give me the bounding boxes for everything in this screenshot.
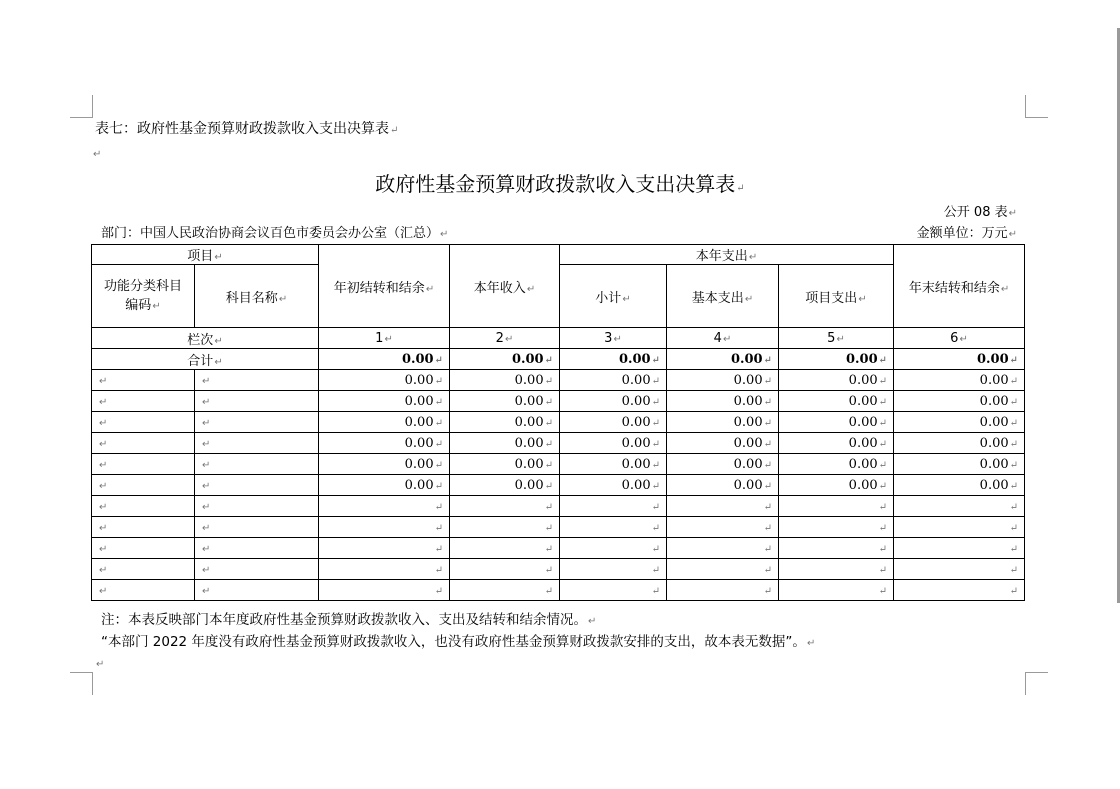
empty-cell: ↵	[894, 580, 1025, 601]
total-cell: 0.00↵	[319, 349, 450, 370]
index-label: 栏次↵	[92, 328, 319, 349]
header-expense: 本年支出↵	[560, 245, 894, 265]
crop-mark-top-left	[70, 95, 93, 118]
empty-cell: ↵	[319, 517, 450, 538]
total-cell: 0.00↵	[894, 349, 1025, 370]
index-cell: 1↵	[319, 328, 450, 349]
value-cell: 0.00↵	[560, 454, 667, 475]
total-cell: 0.00↵	[450, 349, 560, 370]
total-row	[92, 349, 1025, 370]
empty-cell: ↵	[894, 538, 1025, 559]
index-row	[92, 328, 1025, 349]
public-table-number: 公开 08 表↵	[943, 205, 1017, 220]
empty-cell: ↵	[894, 517, 1025, 538]
empty-cell: ↵	[450, 538, 560, 559]
header-end-balance: 年末结转和结余↵	[894, 245, 1025, 328]
empty-cell: ↵	[560, 496, 667, 517]
value-cell: 0.00↵	[319, 475, 450, 496]
value-cell: 0.00↵	[894, 391, 1025, 412]
empty-cell: ↵	[319, 496, 450, 517]
empty-cell: ↵	[779, 580, 894, 601]
name-cell: ↵	[195, 433, 319, 454]
crop-mark-bottom-right	[1025, 672, 1048, 695]
value-cell: 0.00↵	[779, 433, 894, 454]
name-cell: ↵	[195, 475, 319, 496]
header-income: 本年收入↵	[450, 245, 560, 328]
table-row	[92, 454, 1025, 475]
value-cell: 0.00↵	[319, 412, 450, 433]
code-cell: ↵	[92, 370, 195, 391]
value-cell: 0.00↵	[779, 454, 894, 475]
index-cell: 3↵	[560, 328, 667, 349]
empty-cell: ↵	[667, 517, 779, 538]
code-cell: ↵	[92, 475, 195, 496]
value-cell: 0.00↵	[560, 391, 667, 412]
value-cell: 0.00↵	[560, 370, 667, 391]
empty-cell: ↵	[560, 517, 667, 538]
value-cell: 0.00↵	[894, 433, 1025, 454]
empty-cell: ↵	[667, 559, 779, 580]
empty-row	[92, 538, 1025, 559]
value-cell: 0.00↵	[560, 433, 667, 454]
budget-table	[91, 244, 1025, 601]
value-cell: 0.00↵	[779, 370, 894, 391]
empty-cell: ↵	[667, 580, 779, 601]
empty-cell: ↵	[894, 496, 1025, 517]
header-name: 科目名称↵	[195, 265, 319, 328]
report-title: 政府性基金预算财政拨款收入支出决算表↵	[375, 172, 745, 196]
header-subtotal: 小计↵	[560, 265, 667, 328]
header-item: 项目↵	[92, 245, 319, 265]
value-cell: 0.00↵	[667, 412, 779, 433]
name-cell: ↵	[195, 412, 319, 433]
table-caption: 表七：政府性基金预算财政拨款收入支出决算表↵	[95, 121, 399, 137]
note-line-1: 注：本表反映部门本年度政府性基金预算财政拨款收入、支出及结转和结余情况。↵	[101, 612, 597, 628]
value-cell: 0.00↵	[450, 391, 560, 412]
empty-cell: ↵	[319, 580, 450, 601]
crop-mark-bottom-left	[70, 672, 93, 695]
empty-cell: ↵	[779, 559, 894, 580]
index-cell: 5↵	[779, 328, 894, 349]
empty-cell: ↵	[319, 559, 450, 580]
value-cell: 0.00↵	[560, 475, 667, 496]
empty-cell: ↵	[779, 517, 894, 538]
value-cell: 0.00↵	[450, 454, 560, 475]
name-cell: ↵	[195, 454, 319, 475]
empty-cell: ↵	[450, 517, 560, 538]
header-begin-balance: 年初结转和结余↵	[319, 245, 450, 328]
name-cell: ↵	[195, 370, 319, 391]
department-label: 部门：中国人民政治协商会议百色市委员会办公室（汇总）↵	[101, 226, 449, 241]
code-cell: ↵	[92, 433, 195, 454]
code-cell: ↵	[92, 454, 195, 475]
value-cell: 0.00↵	[667, 370, 779, 391]
name-cell: ↵	[195, 391, 319, 412]
value-cell: 0.00↵	[779, 391, 894, 412]
empty-cell: ↵	[667, 538, 779, 559]
code-cell: ↵	[92, 517, 195, 538]
code-cell: ↵	[92, 559, 195, 580]
value-cell: 0.00↵	[667, 391, 779, 412]
empty-cell: ↵	[560, 559, 667, 580]
value-cell: 0.00↵	[319, 433, 450, 454]
code-cell: ↵	[92, 496, 195, 517]
empty-cell: ↵	[450, 496, 560, 517]
crop-mark-top-right	[1025, 95, 1048, 118]
value-cell: 0.00↵	[779, 475, 894, 496]
table-row	[92, 391, 1025, 412]
empty-row	[92, 496, 1025, 517]
table-row	[92, 475, 1025, 496]
empty-row	[92, 559, 1025, 580]
total-label: 合计↵	[92, 349, 319, 370]
header-row-1	[92, 245, 1025, 265]
index-cell: 4↵	[667, 328, 779, 349]
value-cell: 0.00↵	[894, 454, 1025, 475]
value-cell: 0.00↵	[894, 370, 1025, 391]
value-cell: 0.00↵	[450, 475, 560, 496]
table-row	[92, 412, 1025, 433]
table-row	[92, 433, 1025, 454]
name-cell: ↵	[195, 517, 319, 538]
value-cell: 0.00↵	[667, 433, 779, 454]
name-cell: ↵	[195, 538, 319, 559]
empty-cell: ↵	[450, 580, 560, 601]
value-cell: 0.00↵	[667, 475, 779, 496]
value-cell: 0.00↵	[779, 412, 894, 433]
empty-cell: ↵	[560, 538, 667, 559]
empty-cell: ↵	[779, 496, 894, 517]
value-cell: 0.00↵	[450, 433, 560, 454]
header-code: 功能分类科目编码↵	[92, 265, 195, 328]
table-row	[92, 370, 1025, 391]
value-cell: 0.00↵	[560, 412, 667, 433]
header-basic: 基本支出↵	[667, 265, 779, 328]
empty-cell: ↵	[667, 496, 779, 517]
total-cell: 0.00↵	[779, 349, 894, 370]
index-cell: 2↵	[450, 328, 560, 349]
note-line-2: “本部门 2022 年度没有政府性基金预算财政拨款收入，也没有政府性基金预算财政拨款安排的支出，故本表无数据”。↵	[101, 634, 816, 650]
code-cell: ↵	[92, 538, 195, 559]
value-cell: 0.00↵	[450, 412, 560, 433]
empty-cell: ↵	[450, 559, 560, 580]
value-cell: 0.00↵	[894, 475, 1025, 496]
empty-cell: ↵	[894, 559, 1025, 580]
code-cell: ↵	[92, 580, 195, 601]
empty-row	[92, 517, 1025, 538]
empty-cell: ↵	[560, 580, 667, 601]
value-cell: 0.00↵	[319, 391, 450, 412]
paragraph-mark: ↵	[96, 659, 105, 670]
value-cell: 0.00↵	[894, 412, 1025, 433]
total-cell: 0.00↵	[667, 349, 779, 370]
value-cell: 0.00↵	[319, 370, 450, 391]
value-cell: 0.00↵	[450, 370, 560, 391]
code-cell: ↵	[92, 412, 195, 433]
name-cell: ↵	[195, 559, 319, 580]
value-cell: 0.00↵	[667, 454, 779, 475]
index-cell: 6↵	[894, 328, 1025, 349]
empty-cell: ↵	[319, 538, 450, 559]
name-cell: ↵	[195, 580, 319, 601]
empty-row	[92, 580, 1025, 601]
code-cell: ↵	[92, 391, 195, 412]
name-cell: ↵	[195, 496, 319, 517]
total-cell: 0.00↵	[560, 349, 667, 370]
empty-cell: ↵	[779, 538, 894, 559]
paragraph-mark: ↵	[93, 149, 102, 160]
value-cell: 0.00↵	[319, 454, 450, 475]
amount-unit-label: 金额单位：万元↵	[916, 226, 1017, 241]
header-project: 项目支出↵	[779, 265, 894, 328]
